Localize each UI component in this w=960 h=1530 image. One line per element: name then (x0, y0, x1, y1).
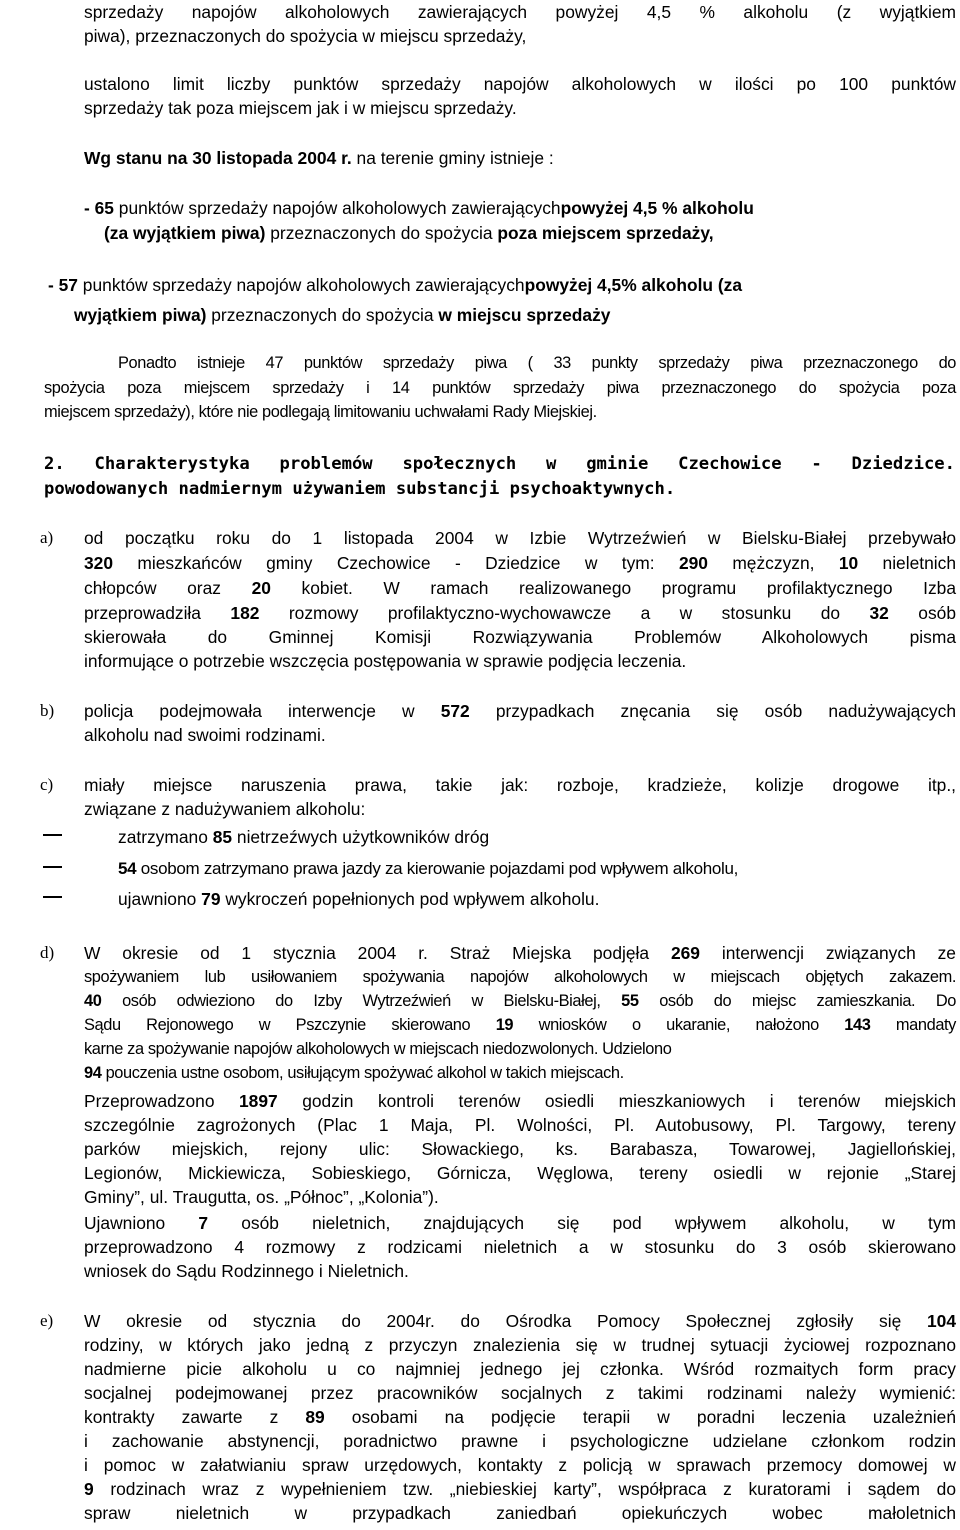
number: 19 (495, 1016, 514, 1034)
number: 290 (678, 553, 708, 573)
item-a-line: od początku roku do 1 listopada 2004 w Izbie Wytrzeźwień w Bielsku-Białej przebywało (84, 528, 956, 548)
text: mandaty (870, 1016, 956, 1034)
item-e-line: nadmierne picie alkoholu u co najmniej jednego jej członka. Wśród rozmaitych form pracy (84, 1359, 956, 1379)
list-text: przeznaczonych do spożycia (206, 305, 439, 325)
text: osób (888, 603, 956, 623)
dash-bullet (43, 866, 62, 868)
text: mieszkańców gminy Czechowice - Dziedzice w tym: (113, 553, 679, 573)
number: 85 (212, 827, 233, 847)
text: godzin kontroli terenów osiedli mieszkaniowych i terenów miejskich (277, 1091, 957, 1111)
number: 89 (305, 1407, 325, 1427)
item-e-line (84, 1477, 956, 1501)
beer-line: spożycia poza miejscem sprzedaży i 14 punktów sprzedaży piwa przeznaczonego do spożycia poza (44, 379, 956, 397)
item-d-line: szczególnie zagrożonych (Plac 1 Maja, Pl. Wolności, Pl. Autobusowy, Pl. Targowy, tereny (84, 1115, 956, 1135)
number: 94 (84, 1064, 102, 1082)
beer-line: miejscem sprzedaży), które nie podlegają limitowaniu uchwałami Rady Miejskiej. (44, 403, 597, 421)
list-text: punktów sprzedaży napojów alkoholowych zawierających (113, 198, 561, 218)
list-count: - 65 (84, 198, 114, 218)
list-item (84, 196, 754, 220)
item-d-line (84, 989, 956, 1013)
number: 32 (869, 603, 889, 623)
intro-line: ustalono limit liczby punktów sprzedaży napojów alkoholowych w ilości po 100 punktów (84, 74, 956, 94)
item-marker: c) (40, 775, 54, 794)
item-c-line: związane z nadużywaniem alkoholu: (84, 799, 366, 819)
list-item (48, 273, 742, 297)
dash-bullet (43, 896, 62, 898)
text: Przeprowadzono (84, 1091, 240, 1111)
text: kobiet. W ramach realizowanego programu profilaktycznego Izba (270, 578, 957, 598)
item-d-line: parków miejskich, rejony ulic: Słowackiego, ks. Barabasza, Towarowej, Jagiellońskiej, (84, 1139, 956, 1159)
item-e-line: spraw nieletnich w przypadkach zaniedbań opiekuńczych wobec małoletnich (84, 1503, 956, 1523)
text: osobami na podjęcie terapii w poradni leczenia uzależnień (324, 1407, 957, 1427)
state-date: Wg stanu na 30 listopada 2004 r. (84, 148, 352, 168)
state-line (84, 146, 554, 170)
text: przypadkach znęcania się osób nadużywających (469, 701, 956, 721)
text: rozmowy profilaktyczno-wychowawcze a w stosunku do (259, 603, 870, 623)
number: 20 (251, 578, 271, 598)
list-text: przeznaczonych do spożycia (265, 223, 498, 243)
item-e-line: i zachowanie abstynencji, poradnictwo prawne i psychologiczne udzielane członkom rodzin (84, 1431, 956, 1451)
text: wniosków o ukaranie, nałożono (513, 1016, 845, 1034)
number: 54 (118, 859, 137, 878)
number: 7 (198, 1213, 209, 1233)
item-b-line: alkoholu nad swoimi rodzinami. (84, 725, 326, 745)
list-text-bold: w miejscu sprzedaży (438, 305, 611, 325)
text: W okresie od 1 stycznia 2004 r. Straż Miejska podjęła (84, 943, 671, 963)
intro-line: piwa), przeznaczonych do spożycia w miejscu sprzedaży, (84, 26, 527, 46)
list-text-bold: poza miejscem sprzedaży, (497, 223, 714, 243)
text: zatrzymano (118, 827, 213, 847)
text: Sądu Rejonowego w Pszczynie skierowano (84, 1016, 496, 1034)
text: osób nieletnich, znajdujących się pod wpływem alkoholu, w tym (208, 1213, 956, 1233)
item-d-line: wniosek do Sądu Rodzinnego i Nieletnich. (84, 1261, 409, 1281)
text: pouczenia ustne osobom, usiłującym spożywać alkohol w takich miejscach. (101, 1064, 624, 1082)
number: 1897 (239, 1091, 278, 1111)
list-count: - 57 (48, 275, 78, 295)
item-b-line (84, 699, 956, 723)
text: przeprowadziła (84, 603, 231, 623)
text: Ujawniono (84, 1213, 199, 1233)
text: ujawniono (118, 889, 202, 909)
item-e-line: rodziny, w których jako jedną z przyczyn znalezienia się w trudnej sytuacji życiowej rozpoznano (84, 1335, 956, 1355)
item-marker: e) (40, 1311, 54, 1330)
text: nieletnich (858, 553, 957, 573)
text: osób odwieziono do Izby Wytrzeźwień w Bielsku-Białej, (101, 992, 622, 1010)
list-item (74, 303, 610, 327)
list-item (104, 221, 714, 245)
list-text-bold: powyżej 4,5 % alkoholu (560, 198, 754, 218)
number: 55 (621, 992, 639, 1010)
list-text-bold: (za wyjątkiem piwa) (104, 223, 266, 243)
text: wykroczeń popełnionych pod wpływem alkoholu. (220, 889, 600, 909)
item-a-line (84, 551, 956, 575)
item-d-line: karne za spożywanie napojów alkoholowych w miejscach niedozwolonych. Udzielono (84, 1040, 672, 1058)
text: nietrzeźwych użytkowników dróg (232, 827, 490, 847)
item-e-line: socjalnej podejmowanej przez pracowników socjalnych z takimi rodzinami należy wymienić: (84, 1383, 956, 1403)
item-d-line: spożywaniem lub usiłowaniem spożywania napojów alkoholowych w miejscach objętych zakazem. (84, 968, 956, 986)
number: 79 (201, 889, 221, 909)
item-a-line: informujące o potrzebie wszczęcia postępowania w sprawie podjęcia leczenia. (84, 651, 687, 671)
text: osobom zatrzymano prawa jazdy za kierowanie pojazdami pod wpływem alkoholu, (136, 859, 739, 878)
text: osób do miejsc zamieszkania. Do (638, 992, 956, 1010)
item-d-line (84, 1061, 624, 1085)
text: W okresie od stycznia do 2004r. do Ośrodka Pomocy Społecznej zgłosiły się (84, 1311, 927, 1331)
text: chłopców oraz (84, 578, 252, 598)
item-a-line (84, 576, 956, 600)
text: policja podejmowała interwencje w (84, 701, 441, 721)
item-a-line: skierowała do Gminnej Komisji Rozwiązywania Problemów Alkoholowych pisma (84, 627, 956, 647)
list-text-bold: wyjątkiem piwa) (74, 305, 207, 325)
section-heading: powodowanych nadmiernym używaniem substancji psychoaktywnych. (44, 479, 676, 499)
number: 9 (84, 1479, 94, 1499)
dash-bullet (43, 834, 62, 836)
item-d-line: Gminy”, ul. Traugutta, os. „Północ”, „Kolonia”). (84, 1187, 439, 1207)
intro-line: sprzedaży tak poza miejscem jak i w miejscu sprzedaży. (84, 98, 517, 118)
number: 572 (440, 701, 470, 721)
text: mężczyzn, (707, 553, 839, 573)
item-d-line: Legionów, Mickiewicza, Sobieskiego, Górnicza, Węglowa, tereny osiedli w rejonie „Starej (84, 1163, 956, 1183)
dash-item (118, 887, 599, 911)
item-e-line (84, 1309, 956, 1333)
text: interwencji związanych ze (699, 943, 956, 963)
number: 10 (838, 553, 859, 573)
number: 182 (230, 603, 260, 623)
text: kontrakty zawarte z (84, 1407, 306, 1427)
intro-line: sprzedaży napojów alkoholowych zawierających powyżej 4,5 % alkoholu (z wyjątkiem (84, 2, 956, 22)
list-text-bold: powyżej 4,5% alkoholu (za (524, 275, 743, 295)
item-marker: d) (40, 943, 55, 962)
state-text: na terenie gminy istnieje : (351, 148, 554, 168)
item-d-line (84, 1211, 956, 1235)
number: 40 (84, 992, 102, 1010)
item-d-line (84, 1089, 956, 1113)
number: 104 (926, 1311, 956, 1331)
item-c-line: miały miejsce naruszenia prawa, takie jak: rozboje, kradzieże, kolizje drogowe itp., (84, 775, 956, 795)
text: rodzinach wraz z wypełnieniem tzw. „niebieskiej karty”, współpraca z kuratorami i sądem do (93, 1479, 956, 1499)
item-d-line (84, 941, 956, 965)
dash-item (118, 857, 738, 881)
item-d-line (84, 1013, 956, 1037)
item-e-line (84, 1405, 956, 1429)
section-heading: 2. Charakterystyka problemów społecznych w gminie Czechowice - Dziedzice. (44, 454, 955, 474)
item-d-line: przeprowadzono 4 rozmowy z rodzicami nieletnich a w stosunku do 3 osób skierowano (84, 1237, 956, 1257)
list-text: punktów sprzedaży napojów alkoholowych zawierających (77, 275, 525, 295)
number: 269 (670, 943, 700, 963)
item-marker: a) (40, 528, 54, 547)
item-e-line: i pomoc w załatwianiu spraw urzędowych, kontakty z policją w sprawach przemocy domowej w (84, 1455, 956, 1475)
dash-item (118, 825, 489, 849)
item-marker: b) (40, 701, 55, 720)
number: 143 (844, 1016, 871, 1034)
item-a-line (84, 601, 956, 625)
number: 320 (84, 553, 114, 573)
beer-line: Ponadto istnieje 47 punktów sprzedaży piwa ( 33 punkty sprzedaży piwa przeznaczonego do (118, 354, 956, 372)
